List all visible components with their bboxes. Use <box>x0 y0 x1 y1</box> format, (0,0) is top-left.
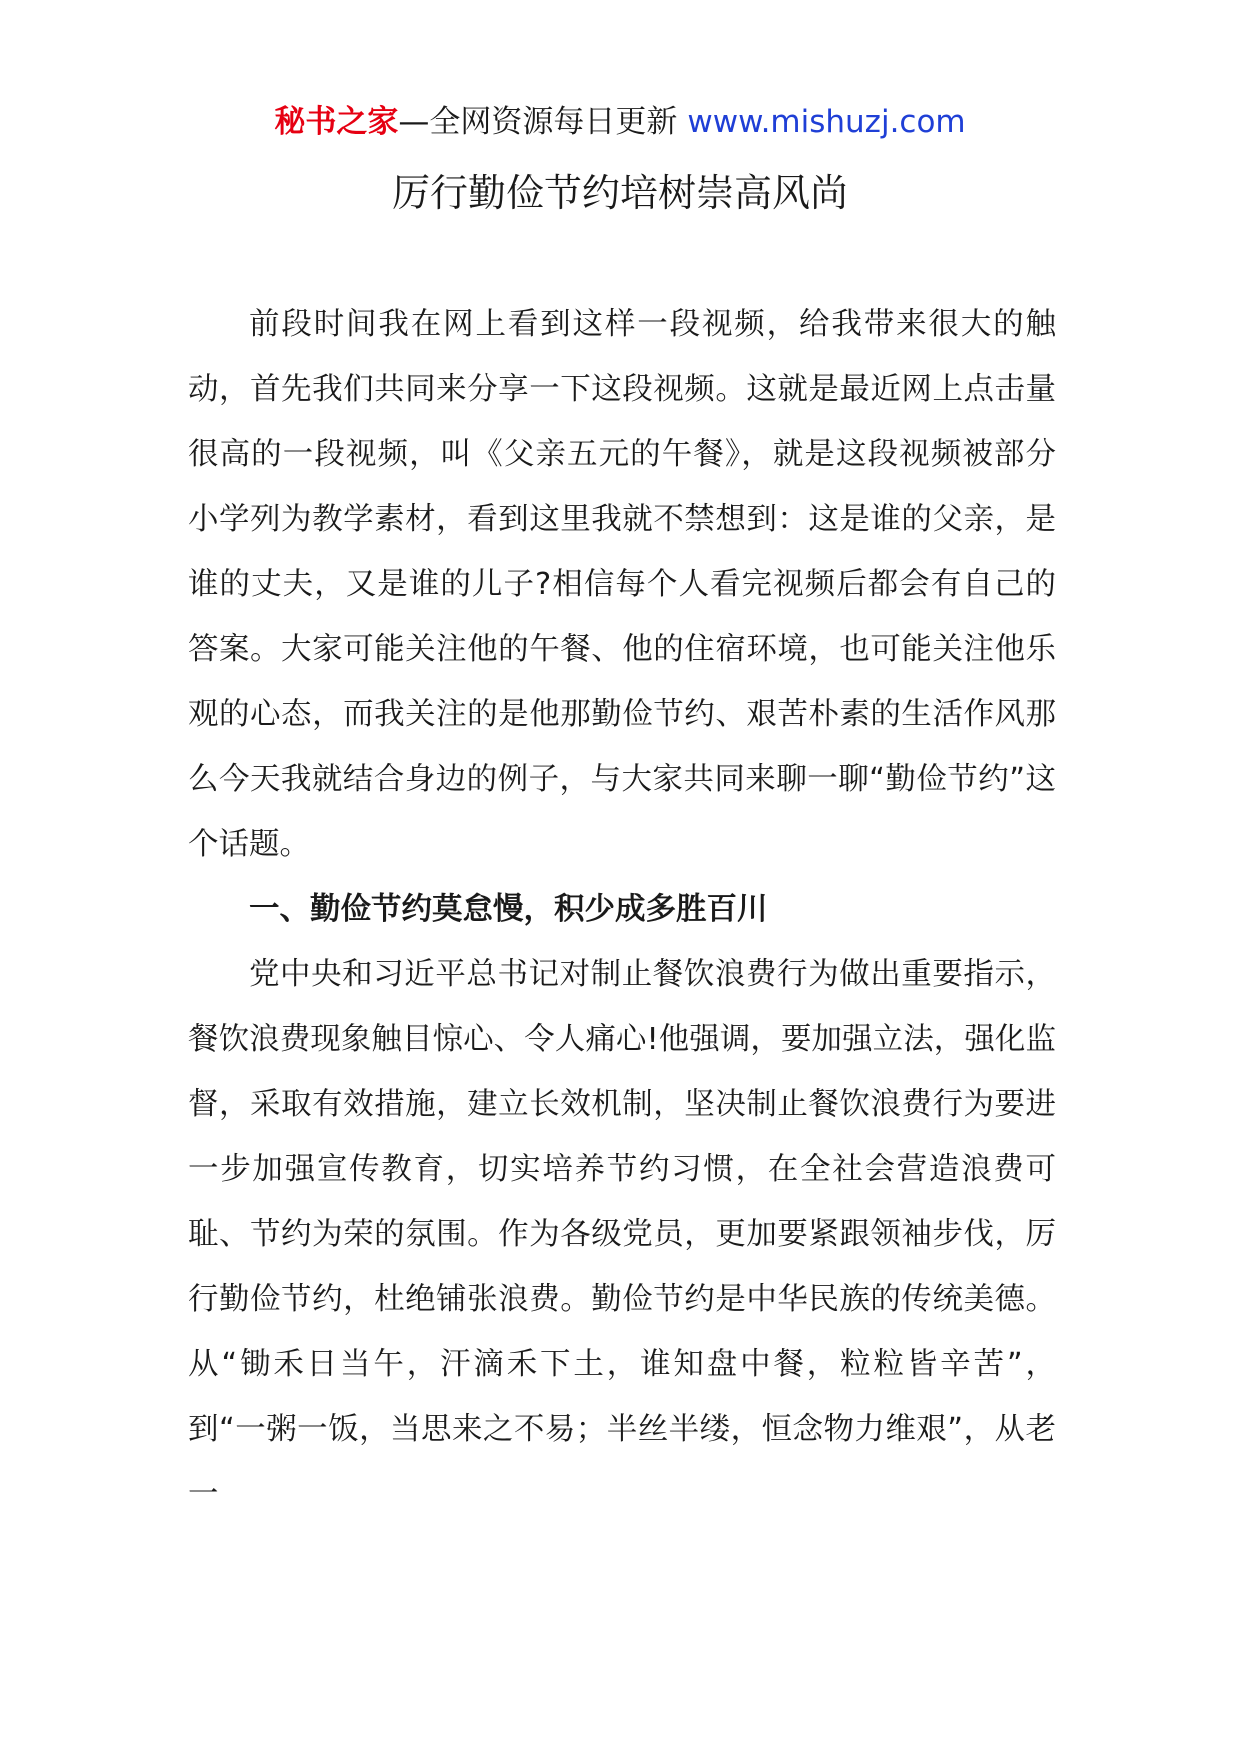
brand-name: 秘书之家 <box>274 104 399 140</box>
paragraph-section-1: 党中央和习近平总书记对制止餐饮浪费行为做出重要指示，餐饮浪费现象触目惊心、令人痛心!他强调，要加强立法，强化监督，采取有效措施，建立长效机制，坚决制止餐饮浪费行为要进一步加强宣传教育，切实培养节约习惯，在全社会营造浪费可耻、节约为荣的氛围。作为各级党员，更加要紧跟领袖步伐，厉行勤俭节约，杜绝铺张浪费。勤俭节约是中华民族的传统美德。从“锄禾日当午，汗滴禾下土，谁知盘中餐，粒粒皆辛苦”，到“一粥一饭，当思来之不易；半丝半缕，恒念物力维艰”，从老一 <box>188 957 1056 1512</box>
paragraph-intro: 前段时间我在网上看到这样一段视频，给我带来很大的触动，首先我们共同来分享一下这段视频。这就是最近网上点击量很高的一段视频，叫《父亲五元的午餐》，就是这段视频被部分小学列为教学素材，看到这里我就不禁想到：这是谁的父亲，是谁的丈夫，又是谁的儿子?相信每个人看完视频后都会有自己的答案。大家可能关注他的午餐、他的住宿环境，也可能关注他乐观的心态，而我关注的是他那勤俭节约、艰苦朴素的生活作风那么今天我就结合身边的例子，与大家共同来聊一聊“勤俭节约”这个话题。 <box>188 307 1056 862</box>
site-header <box>0 100 1240 144</box>
section-heading-1: 一、勤俭节约莫怠慢，积少成多胜百川 <box>249 892 768 927</box>
header-tagline: —全网资源每日更新 <box>398 104 678 140</box>
document-body <box>188 292 1056 1527</box>
site-url-link[interactable]: www.mishuzj.com <box>687 104 966 140</box>
document-title: 厉行勤俭节约培树崇高风尚 <box>391 171 848 215</box>
